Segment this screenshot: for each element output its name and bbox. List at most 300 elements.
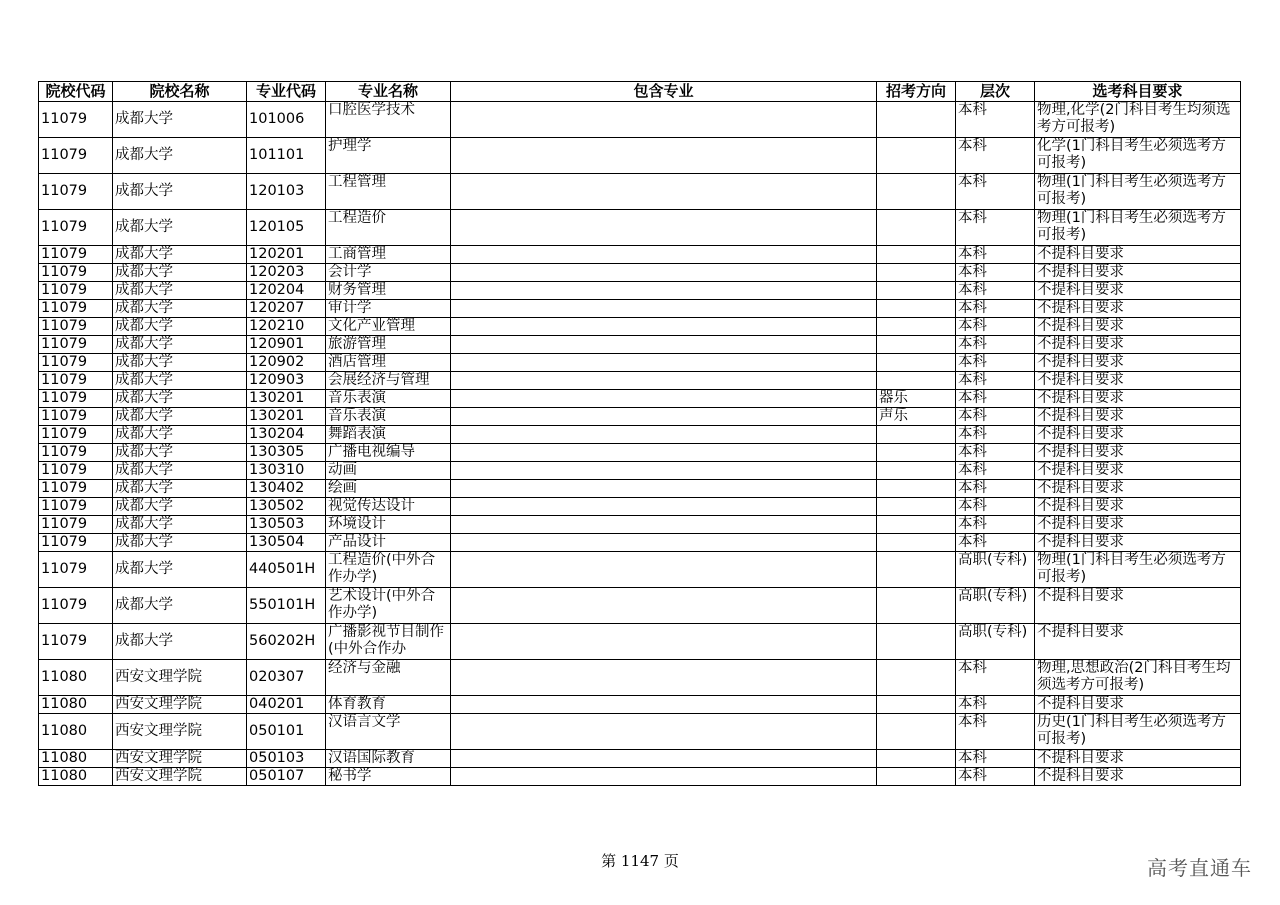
cell-text: 不提科目要求 — [1037, 696, 1124, 712]
table-body — [39, 102, 1241, 786]
cell-text: 11080 — [41, 750, 88, 766]
cell-text: 本科 — [958, 750, 987, 766]
cell-text: 120902 — [249, 354, 305, 370]
cell-text: 声乐 — [879, 408, 908, 424]
cell-text: 视觉传达设计 — [328, 498, 415, 514]
cell-text: 广播电视编导 — [328, 444, 415, 460]
cell-text: 本科 — [958, 282, 987, 298]
cell-subject-requirement — [1035, 444, 1241, 462]
cell-text: 本科 — [958, 534, 987, 550]
table-row — [39, 768, 1241, 786]
cell-text: 11079 — [41, 597, 88, 613]
cell-school-name — [113, 426, 247, 444]
cell-included-majors — [451, 210, 877, 246]
cell-text: 440501H — [249, 561, 316, 577]
cell-major-code — [247, 246, 326, 264]
cell-text: 成都大学 — [115, 426, 173, 442]
cell-major-code — [247, 318, 326, 336]
cell-text: 物理(1门科目考生必须选考方可报考) — [1037, 210, 1226, 243]
cell-major-code — [247, 138, 326, 174]
cell-included-majors — [451, 498, 877, 516]
cell-level — [956, 624, 1035, 660]
cell-text: 成都大学 — [115, 372, 173, 388]
cell-text: 成都大学 — [115, 408, 173, 424]
cell-text: 本科 — [958, 318, 987, 334]
cell-text: 绘画 — [328, 480, 357, 496]
cell-text: 11079 — [41, 111, 88, 127]
cell-school-name — [113, 336, 247, 354]
cell-school-code — [39, 498, 113, 516]
cell-text: 本科 — [958, 138, 987, 154]
cell-included-majors — [451, 534, 877, 552]
cell-text: 成都大学 — [115, 597, 173, 613]
cell-text: 11079 — [41, 561, 88, 577]
cell-text: 高职(专科) — [958, 624, 1028, 640]
cell-text: 成都大学 — [115, 354, 173, 370]
cell-text: 成都大学 — [115, 147, 173, 163]
cell-subject-requirement — [1035, 390, 1241, 408]
cell-text: 11079 — [41, 408, 88, 424]
cell-level — [956, 264, 1035, 282]
cell-text: 050107 — [249, 768, 305, 784]
cell-direction — [877, 264, 956, 282]
cell-level — [956, 534, 1035, 552]
cell-level — [956, 408, 1035, 426]
cell-text: 本科 — [958, 480, 987, 496]
cell-level — [956, 174, 1035, 210]
cell-text: 旅游管理 — [328, 336, 386, 352]
cell-school-name — [113, 264, 247, 282]
cell-text: 11079 — [41, 462, 88, 478]
cell-text: 本科 — [958, 390, 987, 406]
header-direction: 招考方向 — [877, 82, 956, 102]
cell-text: 130502 — [249, 498, 305, 514]
cell-text: 本科 — [958, 768, 987, 784]
table-row — [39, 588, 1241, 624]
cell-school-code — [39, 768, 113, 786]
cell-text: 物理(1门科目考生必须选考方可报考) — [1037, 552, 1226, 585]
cell-text: 11079 — [41, 633, 88, 649]
cell-level — [956, 516, 1035, 534]
cell-school-name — [113, 534, 247, 552]
cell-included-majors — [451, 660, 877, 696]
cell-included-majors — [451, 264, 877, 282]
cell-major-name — [326, 264, 451, 282]
cell-level — [956, 354, 1035, 372]
cell-text: 汉语国际教育 — [328, 750, 415, 766]
cell-text: 本科 — [958, 336, 987, 352]
cell-major-code — [247, 300, 326, 318]
cell-direction — [877, 336, 956, 354]
cell-text: 成都大学 — [115, 318, 173, 334]
cell-text: 动画 — [328, 462, 357, 478]
cell-major-code — [247, 552, 326, 588]
table-row — [39, 696, 1241, 714]
cell-major-code — [247, 714, 326, 750]
cell-major-name — [326, 480, 451, 498]
cell-school-code — [39, 660, 113, 696]
cell-major-code — [247, 768, 326, 786]
cell-text: 120204 — [249, 282, 305, 298]
cell-level — [956, 480, 1035, 498]
cell-school-code — [39, 210, 113, 246]
cell-major-code — [247, 480, 326, 498]
cell-subject-requirement — [1035, 516, 1241, 534]
cell-text: 成都大学 — [115, 534, 173, 550]
cell-school-code — [39, 426, 113, 444]
cell-text: 120901 — [249, 336, 305, 352]
cell-text: 西安文理学院 — [115, 723, 202, 739]
cell-direction — [877, 498, 956, 516]
cell-text: 成都大学 — [115, 219, 173, 235]
table-row — [39, 372, 1241, 390]
cell-subject-requirement — [1035, 174, 1241, 210]
cell-text: 130201 — [249, 390, 305, 406]
cell-direction — [877, 552, 956, 588]
cell-text: 秘书学 — [328, 768, 372, 784]
cell-text: 11079 — [41, 219, 88, 235]
cell-text: 不提科目要求 — [1037, 354, 1124, 370]
cell-subject-requirement — [1035, 714, 1241, 750]
cell-included-majors — [451, 390, 877, 408]
table-row — [39, 750, 1241, 768]
cell-direction — [877, 318, 956, 336]
cell-school-name — [113, 354, 247, 372]
cell-text: 101101 — [249, 147, 305, 163]
cell-school-name — [113, 138, 247, 174]
cell-text: 不提科目要求 — [1037, 336, 1124, 352]
cell-text: 成都大学 — [115, 246, 173, 262]
cell-included-majors — [451, 318, 877, 336]
cell-text: 财务管理 — [328, 282, 386, 298]
cell-direction — [877, 210, 956, 246]
cell-text: 成都大学 — [115, 282, 173, 298]
cell-subject-requirement — [1035, 300, 1241, 318]
table-row — [39, 210, 1241, 246]
cell-text: 11079 — [41, 147, 88, 163]
cell-major-name — [326, 318, 451, 336]
cell-text: 本科 — [958, 264, 987, 280]
cell-text: 11079 — [41, 426, 88, 442]
cell-text: 审计学 — [328, 300, 372, 316]
cell-subject-requirement — [1035, 696, 1241, 714]
cell-text: 本科 — [958, 696, 987, 712]
cell-included-majors — [451, 174, 877, 210]
cell-level — [956, 498, 1035, 516]
cell-text: 11079 — [41, 390, 88, 406]
cell-text: 11079 — [41, 183, 88, 199]
cell-direction — [877, 282, 956, 300]
cell-school-code — [39, 264, 113, 282]
cell-school-name — [113, 462, 247, 480]
cell-text: 护理学 — [328, 138, 372, 154]
cell-direction — [877, 246, 956, 264]
cell-text: 11080 — [41, 696, 88, 712]
cell-subject-requirement — [1035, 660, 1241, 696]
cell-text: 11079 — [41, 282, 88, 298]
table-row — [39, 552, 1241, 588]
cell-subject-requirement — [1035, 282, 1241, 300]
cell-text: 不提科目要求 — [1037, 372, 1124, 388]
cell-major-code — [247, 516, 326, 534]
cell-included-majors — [451, 354, 877, 372]
cell-major-name — [326, 336, 451, 354]
cell-included-majors — [451, 426, 877, 444]
cell-included-majors — [451, 102, 877, 138]
cell-major-code — [247, 426, 326, 444]
cell-text: 西安文理学院 — [115, 750, 202, 766]
cell-text: 101006 — [249, 111, 305, 127]
cell-school-code — [39, 372, 113, 390]
cell-major-name — [326, 516, 451, 534]
cell-level — [956, 336, 1035, 354]
cell-text: 文化产业管理 — [328, 318, 415, 334]
cell-direction — [877, 408, 956, 426]
cell-subject-requirement — [1035, 462, 1241, 480]
cell-subject-requirement — [1035, 768, 1241, 786]
cell-major-code — [247, 210, 326, 246]
cell-text: 130305 — [249, 444, 305, 460]
cell-school-name — [113, 696, 247, 714]
cell-level — [956, 462, 1035, 480]
table-row — [39, 498, 1241, 516]
cell-major-code — [247, 750, 326, 768]
cell-text: 050101 — [249, 723, 305, 739]
cell-text: 舞蹈表演 — [328, 426, 386, 442]
cell-school-name — [113, 444, 247, 462]
cell-school-code — [39, 390, 113, 408]
cell-text: 成都大学 — [115, 516, 173, 532]
cell-direction — [877, 102, 956, 138]
cell-school-code — [39, 300, 113, 318]
cell-major-name — [326, 624, 451, 660]
cell-text: 不提科目要求 — [1037, 516, 1124, 532]
cell-school-name — [113, 372, 247, 390]
cell-text: 物理,思想政治(2门科目考生均须选考方可报考) — [1037, 660, 1231, 693]
cell-level — [956, 768, 1035, 786]
cell-direction — [877, 624, 956, 660]
cell-text: 11079 — [41, 534, 88, 550]
watermark: 高考直通车 — [1147, 856, 1252, 880]
cell-direction — [877, 300, 956, 318]
cell-major-code — [247, 498, 326, 516]
cell-school-name — [113, 768, 247, 786]
cell-text: 高职(专科) — [958, 552, 1028, 568]
cell-text: 口腔医学技术 — [328, 102, 415, 118]
cell-school-code — [39, 282, 113, 300]
cell-direction — [877, 174, 956, 210]
cell-subject-requirement — [1035, 210, 1241, 246]
cell-major-name — [326, 498, 451, 516]
table-row — [39, 426, 1241, 444]
cell-text: 11079 — [41, 372, 88, 388]
cell-level — [956, 210, 1035, 246]
cell-text: 不提科目要求 — [1037, 480, 1124, 496]
cell-school-code — [39, 102, 113, 138]
cell-text: 成都大学 — [115, 633, 173, 649]
cell-direction — [877, 372, 956, 390]
cell-text: 11079 — [41, 246, 88, 262]
cell-school-code — [39, 516, 113, 534]
cell-level — [956, 138, 1035, 174]
cell-school-code — [39, 336, 113, 354]
table-row — [39, 660, 1241, 696]
cell-text: 成都大学 — [115, 444, 173, 460]
table-row — [39, 318, 1241, 336]
cell-included-majors — [451, 444, 877, 462]
cell-major-name — [326, 696, 451, 714]
cell-direction — [877, 462, 956, 480]
cell-text: 本科 — [958, 660, 987, 676]
cell-text: 成都大学 — [115, 264, 173, 280]
cell-text: 11079 — [41, 516, 88, 532]
cell-text: 音乐表演 — [328, 408, 386, 424]
cell-text: 不提科目要求 — [1037, 426, 1124, 442]
cell-major-code — [247, 660, 326, 696]
cell-text: 本科 — [958, 426, 987, 442]
cell-subject-requirement — [1035, 750, 1241, 768]
cell-included-majors — [451, 552, 877, 588]
cell-text: 高职(专科) — [958, 588, 1028, 604]
cell-subject-requirement — [1035, 498, 1241, 516]
cell-text: 130201 — [249, 408, 305, 424]
cell-subject-requirement — [1035, 318, 1241, 336]
cell-major-code — [247, 372, 326, 390]
cell-major-name — [326, 372, 451, 390]
cell-text: 不提科目要求 — [1037, 534, 1124, 550]
cell-text: 11079 — [41, 498, 88, 514]
cell-major-name — [326, 660, 451, 696]
cell-school-code — [39, 534, 113, 552]
cell-text: 音乐表演 — [328, 390, 386, 406]
cell-text: 物理(1门科目考生必须选考方可报考) — [1037, 174, 1226, 207]
cell-major-name — [326, 426, 451, 444]
cell-school-name — [113, 102, 247, 138]
table-row — [39, 174, 1241, 210]
cell-text: 560202H — [249, 633, 316, 649]
header-included-majors: 包含专业 — [451, 82, 877, 102]
cell-direction — [877, 750, 956, 768]
cell-major-code — [247, 390, 326, 408]
cell-major-name — [326, 354, 451, 372]
cell-major-name — [326, 750, 451, 768]
cell-level — [956, 246, 1035, 264]
cell-text: 11079 — [41, 444, 88, 460]
cell-text: 成都大学 — [115, 462, 173, 478]
cell-school-name — [113, 246, 247, 264]
cell-text: 不提科目要求 — [1037, 768, 1124, 784]
table-row — [39, 516, 1241, 534]
cell-text: 120105 — [249, 219, 305, 235]
cell-text: 11079 — [41, 354, 88, 370]
cell-school-code — [39, 318, 113, 336]
cell-direction — [877, 768, 956, 786]
cell-major-name — [326, 102, 451, 138]
cell-text: 120903 — [249, 372, 305, 388]
cell-text: 120103 — [249, 183, 305, 199]
cell-text: 11080 — [41, 723, 88, 739]
cell-text: 会计学 — [328, 264, 372, 280]
cell-school-name — [113, 714, 247, 750]
cell-text: 本科 — [958, 714, 987, 730]
cell-school-code — [39, 552, 113, 588]
cell-subject-requirement — [1035, 354, 1241, 372]
cell-text: 120207 — [249, 300, 305, 316]
cell-text: 020307 — [249, 669, 305, 685]
cell-text: 酒店管理 — [328, 354, 386, 370]
cell-direction — [877, 534, 956, 552]
cell-text: 不提科目要求 — [1037, 246, 1124, 262]
cell-school-name — [113, 660, 247, 696]
cell-text: 本科 — [958, 498, 987, 514]
cell-level — [956, 588, 1035, 624]
cell-major-code — [247, 696, 326, 714]
cell-included-majors — [451, 768, 877, 786]
cell-text: 不提科目要求 — [1037, 318, 1124, 334]
cell-school-code — [39, 750, 113, 768]
cell-school-name — [113, 210, 247, 246]
cell-text: 西安文理学院 — [115, 696, 202, 712]
cell-school-name — [113, 588, 247, 624]
cell-included-majors — [451, 336, 877, 354]
cell-text: 11080 — [41, 768, 88, 784]
cell-text: 本科 — [958, 246, 987, 262]
cell-text: 130503 — [249, 516, 305, 532]
cell-text: 工商管理 — [328, 246, 386, 262]
cell-text: 不提科目要求 — [1037, 390, 1124, 406]
cell-text: 产品设计 — [328, 534, 386, 550]
cell-text: 成都大学 — [115, 561, 173, 577]
table-row — [39, 408, 1241, 426]
table-row — [39, 282, 1241, 300]
cell-major-code — [247, 282, 326, 300]
cell-subject-requirement — [1035, 102, 1241, 138]
header-row — [39, 82, 1241, 102]
cell-major-code — [247, 462, 326, 480]
cell-text: 广播影视节目制作(中外合作办 — [328, 624, 444, 657]
cell-level — [956, 660, 1035, 696]
cell-text: 本科 — [958, 210, 987, 226]
cell-text: 会展经济与管理 — [328, 372, 430, 388]
cell-direction — [877, 480, 956, 498]
cell-major-name — [326, 768, 451, 786]
table-row — [39, 246, 1241, 264]
cell-direction — [877, 138, 956, 174]
cell-included-majors — [451, 588, 877, 624]
cell-text: 040201 — [249, 696, 305, 712]
cell-text: 器乐 — [879, 390, 908, 406]
cell-major-name — [326, 246, 451, 264]
cell-text: 化学(1门科目考生必须选考方可报考) — [1037, 138, 1226, 171]
cell-major-code — [247, 588, 326, 624]
cell-major-code — [247, 264, 326, 282]
table-row — [39, 336, 1241, 354]
header-level: 层次 — [956, 82, 1035, 102]
cell-text: 不提科目要求 — [1037, 444, 1124, 460]
cell-text: 不提科目要求 — [1037, 624, 1124, 640]
cell-text: 成都大学 — [115, 183, 173, 199]
cell-major-name — [326, 588, 451, 624]
cell-text: 本科 — [958, 300, 987, 316]
cell-text: 环境设计 — [328, 516, 386, 532]
cell-school-code — [39, 714, 113, 750]
header-subject-requirement: 选考科目要求 — [1035, 82, 1241, 102]
cell-text: 11080 — [41, 669, 88, 685]
cell-school-code — [39, 444, 113, 462]
cell-school-name — [113, 750, 247, 768]
cell-school-name — [113, 552, 247, 588]
cell-included-majors — [451, 480, 877, 498]
